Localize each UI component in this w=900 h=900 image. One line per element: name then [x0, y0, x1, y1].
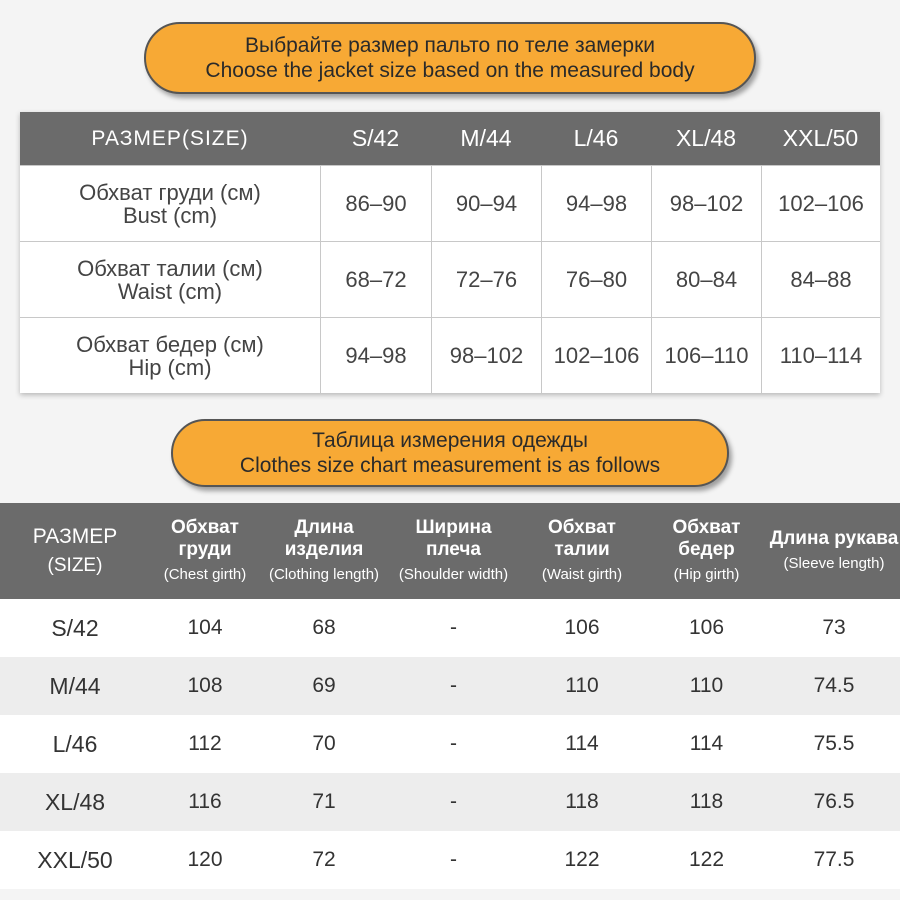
table-row [0, 773, 900, 831]
body-size-table-header [20, 112, 880, 165]
header-main: Длина изделия [284, 517, 364, 560]
table-row [0, 599, 900, 657]
header-sub: (Clothing length) [268, 566, 380, 583]
table-cell: 76–80 [541, 242, 651, 317]
header-main: Ширина плеча [415, 517, 492, 560]
clothes-chart-banner [171, 419, 729, 487]
table-cell: 71 [312, 790, 336, 813]
banner-title-en: Clothes size chart measurement is as follows [239, 454, 661, 477]
header-sub: (Waist girth) [541, 566, 623, 583]
table-cell: 110 [689, 674, 724, 697]
header-shoulder-width [388, 517, 519, 585]
table-row [0, 715, 900, 773]
table-cell: 106–110 [651, 318, 761, 393]
label-en: Bust (cm) [122, 202, 218, 228]
header-clothing-length [260, 517, 388, 585]
size-cell: M/44 [49, 672, 101, 699]
header-sub: (Sleeve length) [783, 555, 885, 572]
size-cell: S/42 [51, 614, 99, 641]
table-cell: 110–114 [761, 318, 880, 393]
header-xl48: XL/48 [675, 125, 737, 151]
table-cell: 118 [565, 790, 599, 813]
table-cell: 98–102 [431, 318, 541, 393]
table-cell: 106 [564, 616, 600, 639]
header-sub: (Chest girth) [163, 566, 247, 583]
table-row [0, 831, 900, 889]
table-cell: 68–72 [320, 242, 431, 317]
table-cell: 75.5 [813, 732, 855, 755]
table-cell: 90–94 [431, 166, 541, 241]
table-cell: 108 [187, 674, 223, 697]
table-cell: 120 [187, 848, 223, 871]
header-s42: S/42 [351, 125, 400, 151]
header-sub: (Hip girth) [673, 566, 740, 583]
table-cell: - [450, 732, 457, 755]
header-l46: L/46 [573, 125, 619, 151]
header-xxl50: XXL/50 [782, 125, 859, 151]
table-row-waist [20, 241, 880, 317]
jacket-size-banner [144, 22, 756, 94]
table-cell: 118 [689, 790, 724, 813]
table-row [0, 657, 900, 715]
table-cell: 86–90 [320, 166, 431, 241]
header-main: Обхват бедер [672, 517, 741, 560]
table-cell: 102–106 [761, 166, 880, 241]
table-cell: 104 [187, 616, 223, 639]
row-label [20, 318, 320, 393]
clothes-size-table [0, 503, 900, 889]
header-main: Длина рукава [769, 528, 899, 549]
table-cell: 73 [822, 616, 846, 639]
banner-title-en: Choose the jacket size based on the measured body [205, 59, 695, 82]
size-cell: L/46 [52, 730, 98, 757]
header-sub: (SIZE) [47, 555, 103, 576]
table-cell: 102–106 [541, 318, 651, 393]
table-cell: - [450, 616, 457, 639]
label-ru: Обхват груди (см) [79, 179, 261, 205]
table-cell: 80–84 [651, 242, 761, 317]
table-cell: 69 [312, 674, 336, 697]
header-sub: (Shoulder width) [398, 566, 509, 583]
header-sleeve-length [768, 528, 900, 574]
table-cell: 94–98 [320, 318, 431, 393]
banner-title-ru: Выбрайте размер пальто по теле замерки [244, 34, 656, 57]
header-size [0, 526, 150, 576]
table-cell: - [450, 790, 457, 813]
table-cell: 72–76 [431, 242, 541, 317]
table-cell: 122 [564, 848, 600, 871]
table-cell: 98–102 [651, 166, 761, 241]
header-waist-girth [519, 517, 645, 585]
label-ru: Обхват бедер (см) [76, 331, 264, 357]
table-cell: 114 [565, 732, 599, 755]
header-m44: M/44 [460, 125, 512, 151]
table-cell: 76.5 [813, 790, 855, 813]
label-ru: Обхват талии (см) [77, 255, 263, 281]
table-cell: - [450, 674, 457, 697]
table-cell: 106 [688, 616, 725, 639]
size-cell: XL/48 [44, 788, 106, 815]
header-main: Обхват талии [548, 517, 616, 560]
table-cell: 114 [689, 732, 724, 755]
table-cell: 116 [188, 790, 222, 813]
table-row-hip [20, 317, 880, 393]
label-en: Hip (cm) [128, 354, 212, 380]
header-size: РАЗМЕР(SIZE) [91, 126, 249, 150]
header-chest-girth [150, 517, 260, 585]
size-cell: XXL/50 [37, 846, 113, 873]
row-label [20, 242, 320, 317]
body-size-table [20, 112, 880, 393]
table-cell: - [450, 848, 457, 871]
table-cell: 74.5 [813, 674, 855, 697]
header-main: РАЗМЕР [32, 525, 118, 548]
table-cell: 68 [312, 616, 336, 639]
header-main: Обхват груди [171, 517, 239, 560]
label-en: Waist (cm) [117, 278, 223, 304]
table-cell: 112 [188, 732, 222, 755]
table-cell: 122 [688, 848, 725, 871]
table-cell: 77.5 [813, 848, 855, 871]
table-row-bust [20, 165, 880, 241]
table-cell: 70 [312, 732, 336, 755]
banner-title-ru: Таблица измерения одежды [312, 429, 588, 452]
table-cell: 72 [312, 848, 336, 871]
table-cell: 110 [565, 674, 599, 697]
table-cell: 84–88 [761, 242, 880, 317]
clothes-size-table-header [0, 503, 900, 599]
header-hip-girth [645, 517, 768, 585]
table-cell: 94–98 [541, 166, 651, 241]
row-label [20, 166, 320, 241]
